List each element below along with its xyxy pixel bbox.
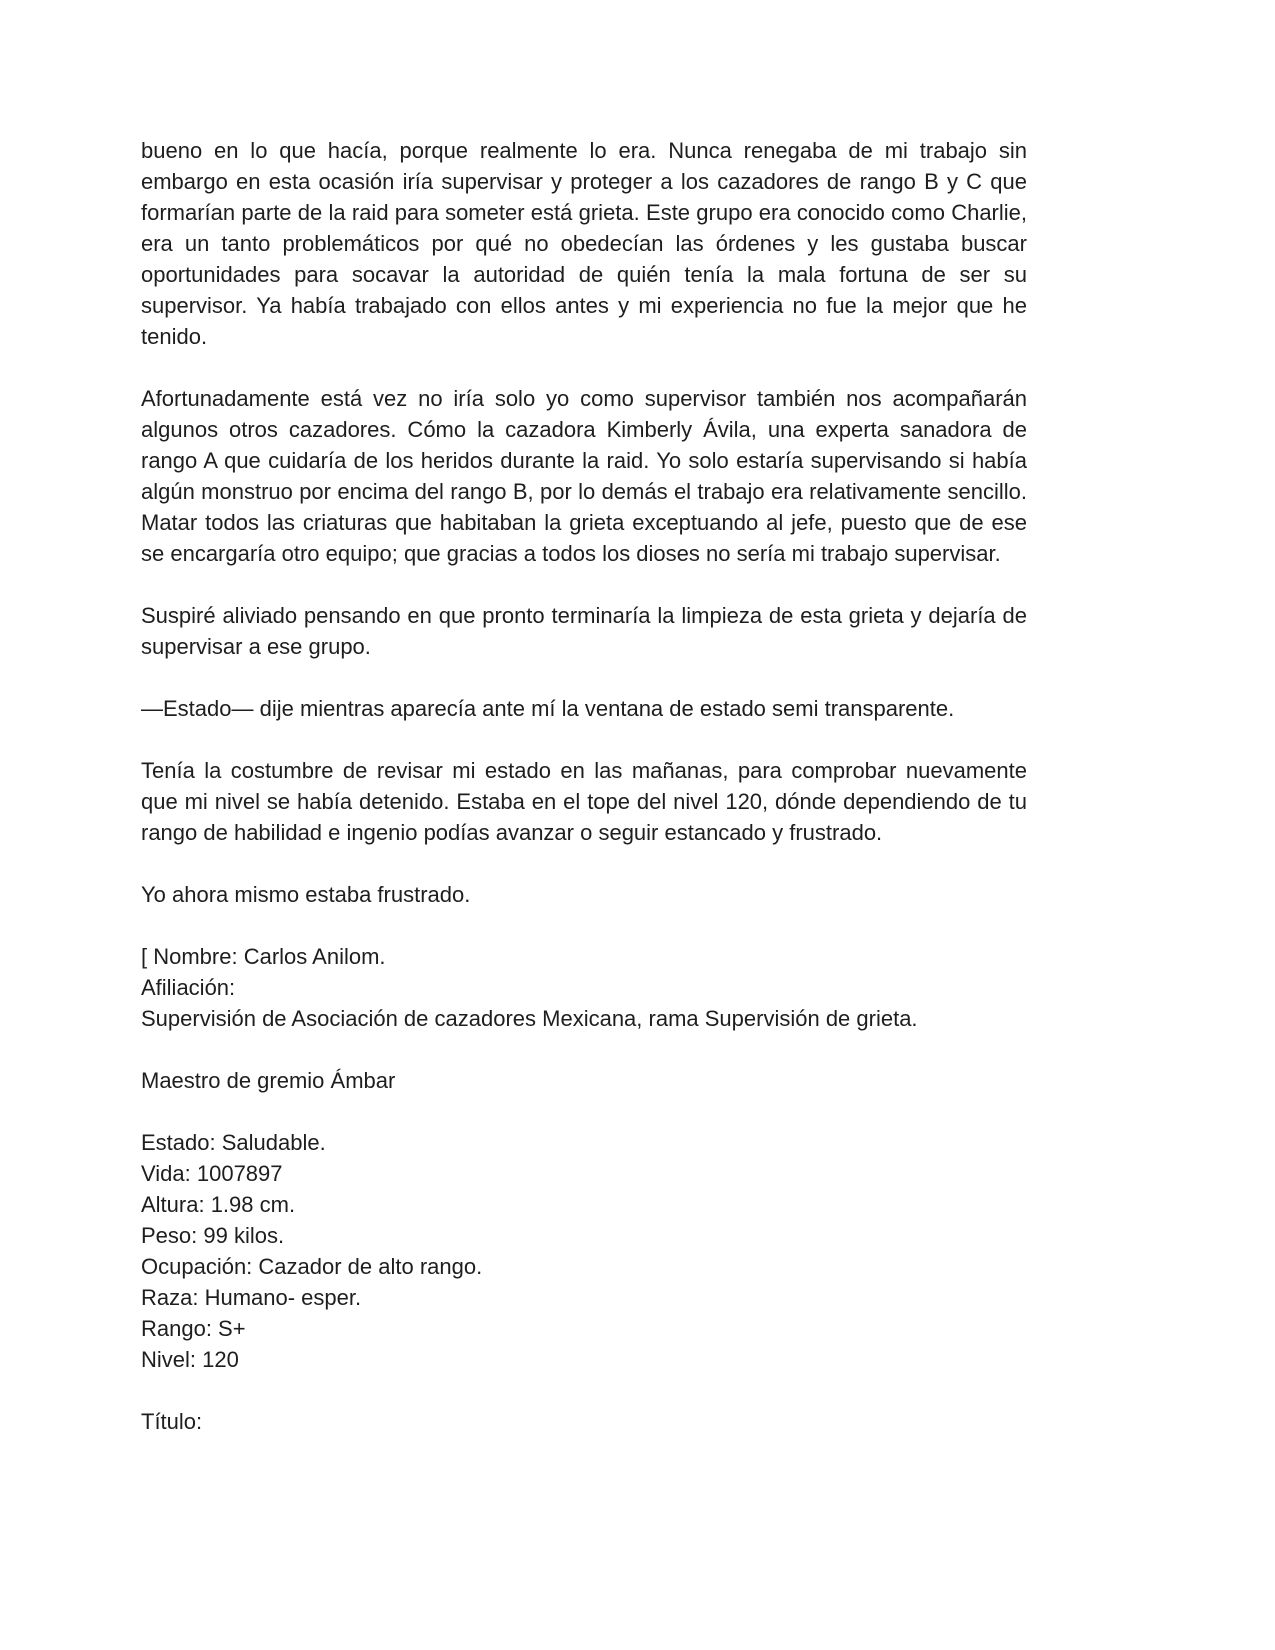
- document-body: [141, 135, 1027, 1437]
- paragraph-status-command: —Estado— dije mientras aparecía ante mí la ventana de estado semi transparente.: [141, 696, 955, 721]
- status-guild: Maestro de gremio Ámbar: [141, 1068, 396, 1093]
- status-affiliation-value: Supervisión de Asociación de cazadores Mexicana, rama Supervisión de grieta.: [141, 1006, 918, 1031]
- paragraph-frustrated: Yo ahora mismo estaba frustrado.: [141, 882, 471, 907]
- status-identity-block: [141, 941, 1027, 1034]
- status-life: Vida: 1007897: [141, 1161, 283, 1186]
- paragraph-level-check: Tenía la costumbre de revisar mi estado en las mañanas, para comprobar nuevamente que mi nivel se había detenido. Estaba en el tope del nivel 120, dónde dependiendo de tu rango de habilidad e ingenio podías avanzar o seguir estancado y frustrado.: [141, 758, 1027, 845]
- paragraph-relief: Suspiré aliviado pensando en que pronto terminaría la limpieza de esta grieta y dejaría de supervisar a ese grupo.: [141, 603, 1027, 659]
- status-stats-block: [141, 1127, 1027, 1375]
- status-level: Nivel: 120: [141, 1347, 239, 1372]
- status-title: Título:: [141, 1409, 203, 1434]
- status-name: [ Nombre: Carlos Anilom.: [141, 944, 386, 969]
- status-weight: Peso: 99 kilos.: [141, 1223, 285, 1248]
- status-state: Estado: Saludable.: [141, 1130, 326, 1155]
- status-affiliation-label: Afiliación:: [141, 975, 236, 1000]
- paragraph-companions: Afortunadamente está vez no iría solo yo como supervisor también nos acompañarán algunos otros cazadores. Cómo la cazadora Kimberly Ávila, una experta sanadora de rango A que cuidaría de los heridos durante la raid. Yo solo estaría supervisando si había algún monstruo por encima del rango B, por lo demás el trabajo era relativamente sencillo. Matar todos las criaturas que habitaban la grieta exceptuando al jefe, puesto que de ese se encargaría otro equipo; que gracias a todos los dioses no sería mi trabajo supervisar.: [141, 386, 1027, 566]
- paragraph-supervisor-duty: bueno en lo que hacía, porque realmente lo era. Nunca renegaba de mi trabajo sin embargo en esta ocasión iría supervisar y proteger a los cazadores de rango B y C que formarían parte de la raid para someter está grieta. Este grupo era conocido como Charlie, era un tanto problemáticos por qué no obedecían las órdenes y les gustaba buscar oportunidades para socavar la autoridad de quién tenía la mala fortuna de ser su supervisor. Ya había trabajado con ellos antes y mi experiencia no fue la mejor que he tenido.: [141, 138, 1027, 349]
- status-rank: Rango: S+: [141, 1316, 246, 1341]
- status-occupation: Ocupación: Cazador de alto rango.: [141, 1254, 483, 1279]
- status-height: Altura: 1.98 cm.: [141, 1192, 296, 1217]
- status-race: Raza: Humano- esper.: [141, 1285, 362, 1310]
